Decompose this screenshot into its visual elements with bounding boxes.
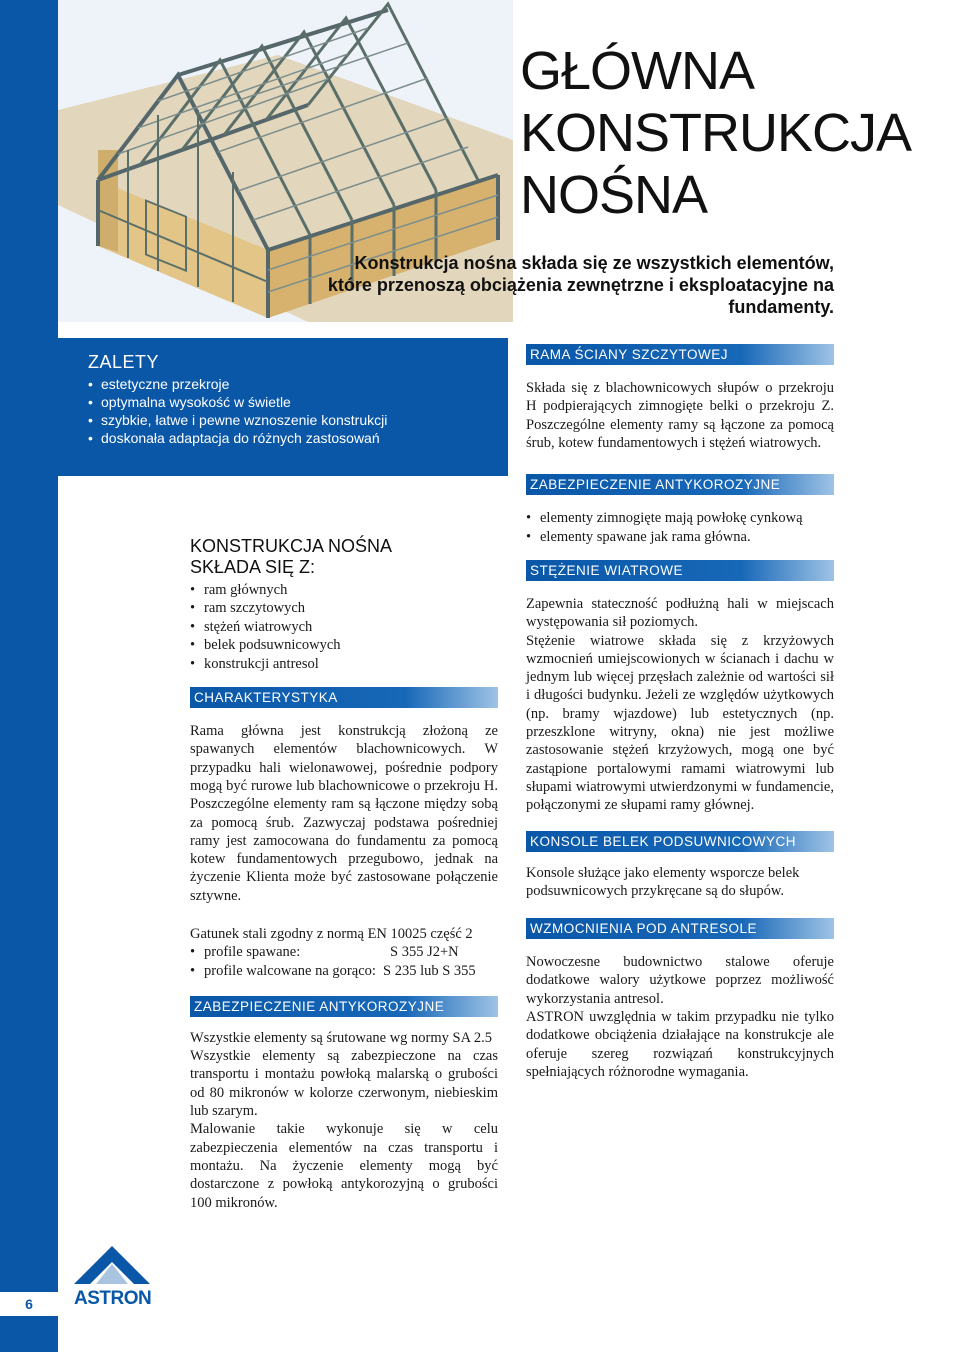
characteristics-heading: CHARAKTERYSTYKA (190, 687, 498, 708)
mezzanine-text-1: Nowoczesne budownictwo stalowe oferuje dodatkowe walory użytkowe poprzez możliwość wykorzystania antresol. (526, 954, 834, 1007)
list-item: • estetyczne przekroje (88, 375, 508, 393)
right-column (526, 344, 834, 1081)
gable-frame-text: Składa się z blachownicowych słupów o przekroju H podpierających zimnogięte belki o przekroju Z. Poszczególne elementy ramy są łączone za pomocą śrub, kotew fundamentowych i stężeń wiatrowych. (526, 380, 834, 451)
steel-grade-row (190, 943, 498, 961)
steel-grade-value: S 355 J2+N (390, 944, 459, 961)
characteristics-text: Rama główna jest konstrukcją złożoną ze spawanych elementów blachownicowych. W przypadku hali wielonawowej, pośrednie podpory mogą być rurowe lub blachownicowe o przekroju H. Poszczególne elementy ram są łączone między sobą za pomocą śrub. Zazwyczaj podstawa pośredniej ramy jest zamocowana do fundamentu za pomocą kotew fundamentowych przegubowo, jednak na życzenie Klienta może być zastosowane połączenie sztywne. (190, 723, 498, 904)
list-item: • konstrukcji antresol (190, 655, 498, 673)
title-line-2: KONSTRUKCJA (520, 103, 912, 163)
list-item: • optymalna wysokość w świetle (88, 393, 508, 411)
list-item: • belek podsuwnicowych (190, 636, 498, 654)
list-item: • ram szczytowych (190, 599, 498, 617)
steel-grade-label: • profile walcowane na gorąco: (190, 962, 390, 980)
composition-subheading: SKŁADA SIĘ Z: (190, 557, 316, 577)
title-line-3: NOŚNA (520, 165, 708, 225)
mezzanine-text-2: ASTRON uwzględnia w takim przypadku nie tylko dodatkowe obciążenia działające na konstrukcje ale oferuje szereg rozwiązań konstrukcyjnych spełniających różnorodne wymagania. (526, 1009, 834, 1080)
anticorrosion-heading: ZABEZPIECZENIE ANTYKOROZYJNE (190, 996, 498, 1017)
advantages-list (88, 375, 508, 447)
steel-grade-value: S 235 lub S 355 (383, 962, 476, 979)
anticorrosion-text-2: Wszystkie elementy są zabezpieczone na czas transportu i montażu powłoką malarską o grubości od 80 mikronów w kolorze czerwonym, niebieskim lub szarym. (190, 1048, 498, 1120)
crane-console-text: Konsole służące jako elementy wsporcze belek podsuwnicowych przykręcane są do słupów. (526, 864, 800, 899)
intro-text: Konstrukcja nośna składa się ze wszystkich elementów, które przenoszą obciążenia zewnętrzne i eksploatacyjne na fundamenty. (327, 253, 834, 317)
anticorrosion-heading-right: ZABEZPIECZENIE ANTYKOROZYJNE (526, 474, 834, 495)
left-column (190, 536, 498, 1212)
advantages-heading: ZALETY (88, 352, 160, 372)
composition-list (190, 581, 498, 673)
composition-heading: KONSTRUKCJA NOŚNA (190, 536, 393, 556)
side-stripe (0, 0, 58, 1352)
page-number: 6 (0, 1292, 58, 1316)
steel-grade-intro: Gatunek stali zgodny z normą EN 10025 część 2 (190, 926, 473, 942)
astron-logo (72, 1246, 152, 1312)
steel-grade-row (190, 962, 498, 980)
list-item: • stężeń wiatrowych (190, 618, 498, 636)
list-item: • ram głównych (190, 581, 498, 599)
anticorrosion-list (526, 509, 834, 546)
wind-bracing-text-2: Stężenie wiatrowe składa się z krzyżowych wzmocnień umiejscowionych w ścianach i dachu w jednym lub więcej przęsłach zależnie od wartości sił i długości budynku. Jeżeli ze względów użytkowych (np. bramy wjazdowe) lub estetycznych (np. przeszklone witryny, okna) nie jest możliwe zastosowanie stężeń krzyżowych, mogą one być zastąpione portalowymi ramami wiatrowymi lub słupami wiatrowymi utwierdzonymi w fundamencie, połączonymi ze słupami ramy głównej. (526, 632, 834, 814)
anticorrosion-text-3: Malowanie takie wykonuje się w celu zabezpieczenia elementów na czas transportu i montażu. Na życzenie elementy mogą być dostarczone z powłoką antykorozyjną o grubości 100 mikronów. (190, 1121, 498, 1211)
anticorrosion-text-1: Wszystkie elementy są śrutowane wg normy SA 2.5 (190, 1029, 493, 1046)
mezzanine-heading: WZMOCNIENIA POD ANTRESOLE (526, 918, 834, 939)
gable-frame-heading: RAMA ŚCIANY SZCZYTOWEJ (526, 344, 834, 365)
page-title (520, 40, 950, 226)
steel-grade-label: • profile spawane: (190, 943, 390, 961)
astron-logo-text: ASTRON (74, 1288, 152, 1309)
list-item: • doskonała adaptacja do różnych zastosowań (88, 429, 508, 447)
list-item: • elementy zimnogięte mają powłokę cynkową (526, 509, 834, 527)
wind-bracing-heading: STĘŻENIE WIATROWE (526, 560, 834, 581)
title-line-1: GŁÓWNA (520, 41, 755, 101)
list-item: • szybkie, łatwe i pewne wznoszenie konstrukcji (88, 411, 508, 429)
list-item: • elementy spawane jak rama główna. (526, 528, 834, 546)
advantages-box (58, 338, 508, 476)
crane-console-heading: KONSOLE BELEK PODSUWNICOWYCH (526, 831, 834, 852)
wind-bracing-text-1: Zapewnia stateczność podłużną hali w miejscach występowania sił poziomych. (526, 596, 834, 631)
